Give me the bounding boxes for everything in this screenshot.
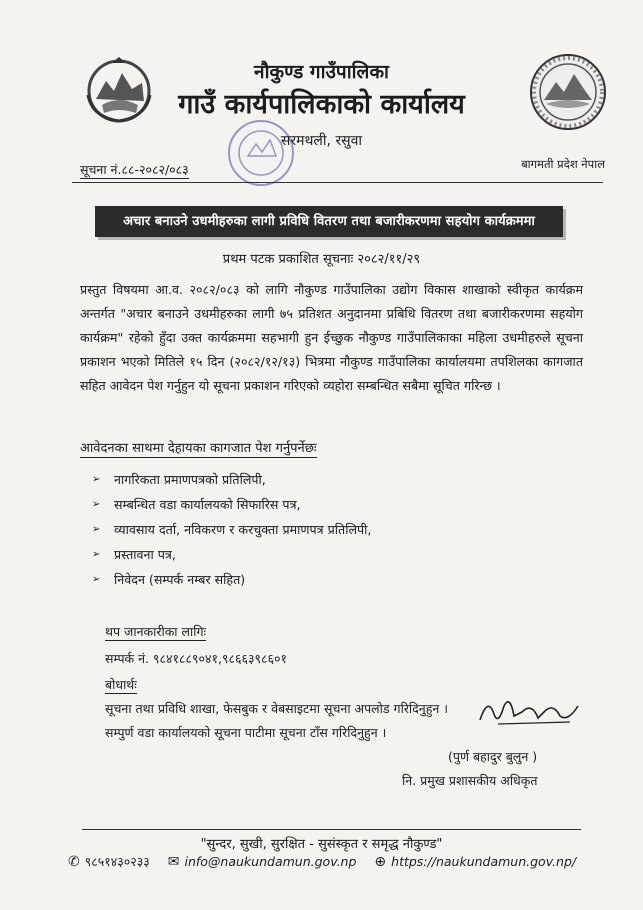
arrow-bullet-icon: ➢ (92, 499, 101, 510)
signer-name: (पुर्ण बहादुर बुलुन ) (448, 749, 538, 764)
arrow-bullet-icon: ➢ (92, 549, 101, 560)
documents-heading: आवेदनका साथमा देहायका कागजात पेश गर्नुपर्नेछः (80, 441, 317, 456)
province-name: बागमती प्रदेश नेपाल (521, 157, 605, 171)
office-stamp-icon (226, 118, 296, 188)
arrow-bullet-icon: ➢ (92, 474, 101, 485)
footer-email[interactable]: info@naukundamun.gov.np (184, 854, 357, 869)
signature (474, 692, 584, 732)
list-item: ➢ निवेदन (सम्पर्क नम्बर सहित) (92, 567, 371, 592)
notice-body: प्रस्तुत विषयमा आ.व. २०८२/०८३ को लागि नौकुण्ड गाउँपालिका उद्योग विकास शाखाको स्वीकृत कार्यक्रम अन्तर्गत "अचार बनाउने उधमीहरुका लागी ७५ प्रतिशत अनुदानमा प्रबिधि वितरण तथा बजारीकरणमा सहयोग कार्यक्रम" रहेको हुँदा उक्त कार्यक्रममा सहभागी हुन ईच्छुक नौकुण्ड गाउँपालिकाका महिला उधमीहरुले सूचना प्रकाशन भएको मितिले १५ दिन (२०८२/१२/१३) भित्रमा नौकुण्ड गाउँपालिका कार्यालयमा तपशिलका कागजात सहित आवेदन पेश गर्नुहुन यो सूचना प्रकाशन गरिएको व्यहोरा सम्बन्धित सबैमा सूचित गरिन्छ । (80, 282, 583, 393)
municipality-name: नौकुण्ड गाउँपालिका (254, 61, 389, 83)
mail-icon: ✉ (167, 853, 180, 870)
header-divider (72, 182, 603, 183)
cc-line-1: सूचना तथा प्रविधि शाखा, फेसबुक र वेबसाइटमा सूचना अपलोड गरिदिनुहुन । (105, 701, 449, 716)
office-location: सरमथली, रसुवा (280, 133, 363, 149)
arrow-bullet-icon: ➢ (92, 574, 101, 585)
list-item: ➢ सम्बन्धित वडा कार्यालयको सिफारिस पत्र, (92, 492, 371, 517)
footer-website[interactable]: https://naukundamun.gov.np/ (391, 854, 577, 869)
notice-title-banner: अचार बनाउने उधमीहरुका लागी प्रविधि वितरण तथा बजारीकरणमा सहयोग कार्यक्रममा (95, 206, 563, 237)
list-item: ➢ प्रस्तावना पत्र, (92, 542, 371, 567)
notice-number: सूचना नं.८८-२०८२/०८३ (80, 162, 189, 177)
footer-slogan: "सुन्दर, सुखी, सुरक्षित - सुसंस्कृत र समृद्ध नौकुण्ड" (200, 837, 443, 852)
cc-line-2: सम्पुर्ण वडा कार्यालयको सूचना पाटीमा सूचना टाँस गरिदिनुहुन । (105, 725, 387, 740)
footer-contacts (68, 853, 576, 870)
footer-phone: ९८५१४३०२३३ (84, 854, 150, 869)
cc-heading: बोधार्थः (105, 677, 137, 692)
documents-list (92, 467, 371, 592)
publication-date: प्रथम पटक प्रकाशित सूचनाः २०८२/११/२९ (222, 252, 421, 267)
arrow-bullet-icon: ➢ (92, 524, 101, 535)
office-name: गाउँ कार्यपालिकाको कार्यालय (178, 89, 465, 120)
list-item: ➢ नागरिकता प्रमाणपत्रको प्रतिलिपी, (92, 467, 371, 492)
globe-icon: ⊕ (374, 853, 387, 870)
list-item: ➢ व्यावसाय दर्ता, नविकरण र करचुक्ता प्रमाणपत्र प्रतिलिपी, (92, 517, 371, 542)
contact-numbers: सम्पर्क नं. ९८४१८८९०४१,९८६६३९८६०१ (105, 651, 287, 666)
more-info-heading: थप जानकारीका लागिः (105, 624, 207, 639)
footer-divider (82, 829, 581, 830)
signer-title: नि. प्रमुख प्रशासकीय अधिकृत (402, 773, 538, 788)
phone-icon: ✆ (68, 853, 80, 870)
